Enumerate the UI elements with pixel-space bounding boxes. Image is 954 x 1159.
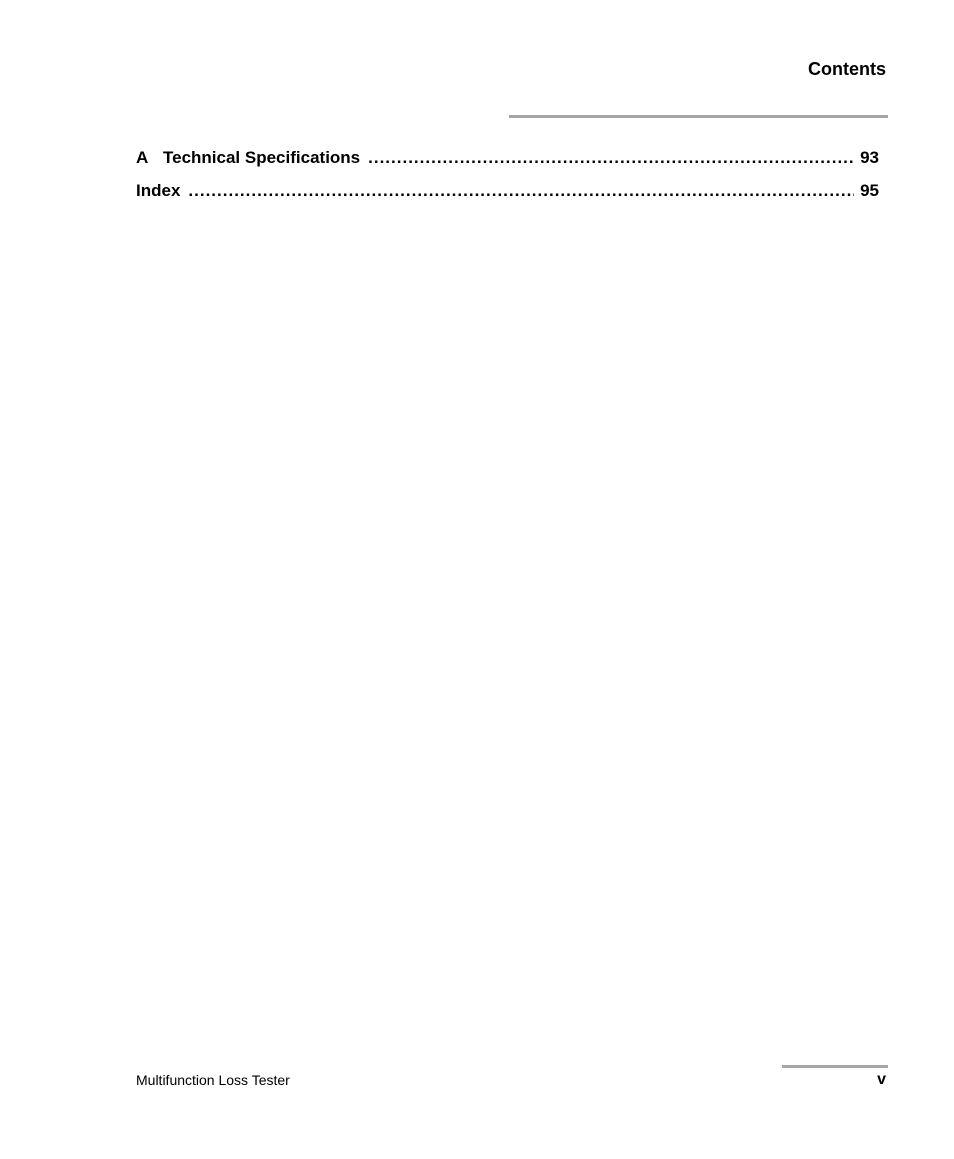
footer-product-name: Multifunction Loss Tester — [136, 1072, 290, 1088]
toc-entry-title: Technical Specifications — [163, 148, 361, 167]
page-header-title: Contents — [808, 59, 886, 79]
toc-dot-leader — [368, 146, 854, 170]
footer-divider — [782, 1065, 888, 1068]
toc-entry-index[interactable] — [136, 179, 879, 212]
toc-entry-prefix: A — [136, 148, 149, 167]
toc-entry-page: 93 — [860, 148, 879, 167]
toc-entry-title: Index — [136, 181, 181, 200]
toc-dot-leader — [188, 179, 854, 203]
toc-entry-label — [136, 179, 188, 203]
table-of-contents — [136, 146, 879, 212]
header-divider — [509, 115, 888, 118]
toc-entry-label — [136, 146, 368, 170]
toc-entry-page: 95 — [860, 181, 879, 200]
toc-entry-technical-specifications[interactable] — [136, 146, 879, 179]
footer-page-number: v — [877, 1071, 886, 1088]
